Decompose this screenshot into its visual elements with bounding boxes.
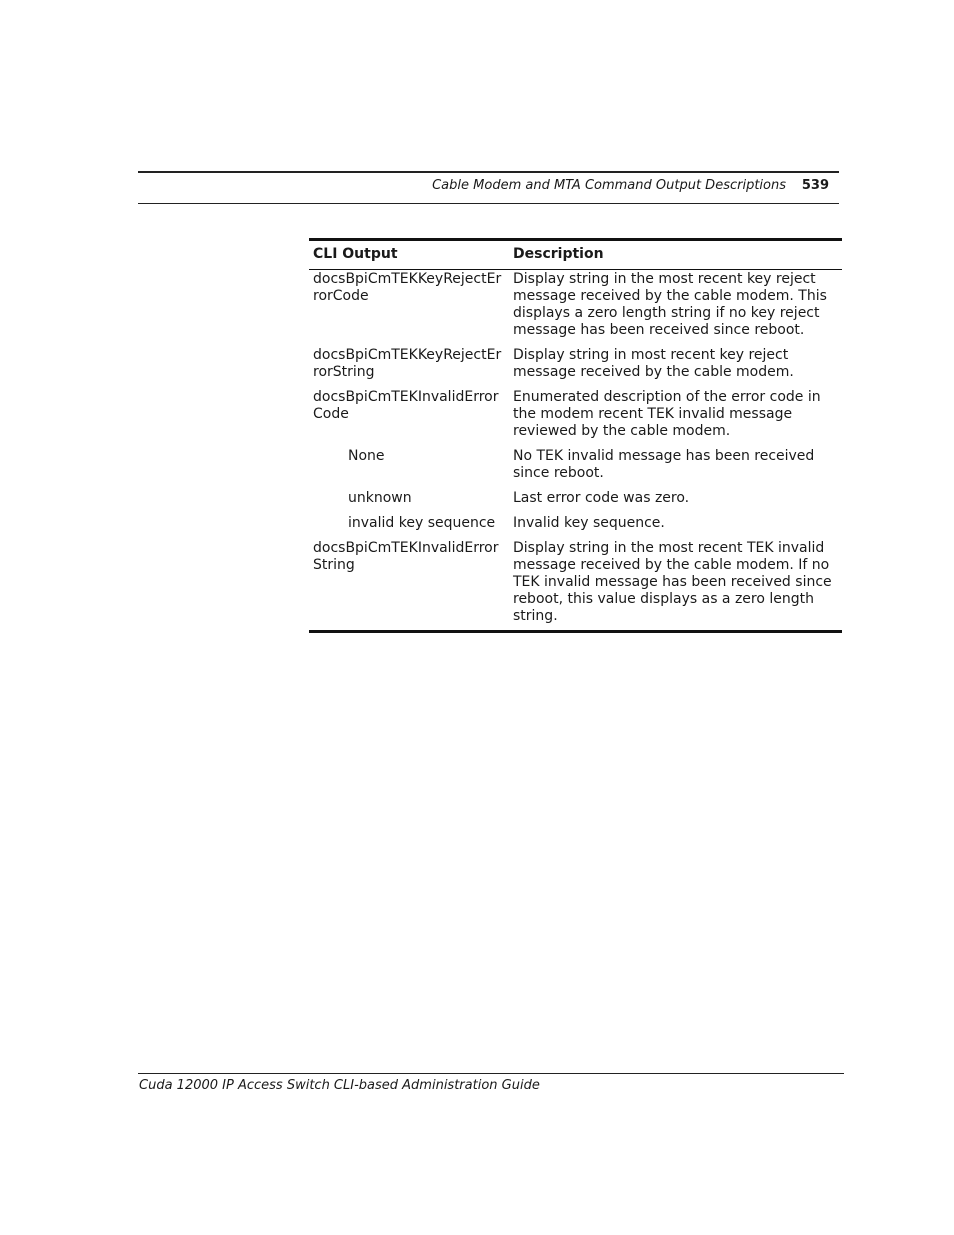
- page-number: 539: [801, 178, 829, 193]
- column-header-cli-output: CLI Output: [309, 240, 509, 270]
- table-row: [309, 540, 842, 632]
- running-head-title: Cable Modem and MTA Command Output Descriptions: [432, 178, 786, 193]
- description-cell: No TEK invalid message has been received since reboot.: [513, 448, 815, 481]
- cli-output-cell: docsBpiCmTEKInvalidErrorCode: [313, 389, 499, 422]
- table-row-sub-value: [309, 515, 842, 540]
- enum-value-cell: unknown: [348, 490, 412, 506]
- footer-rule: [138, 1073, 844, 1074]
- description-cell: Last error code was zero.: [513, 490, 690, 506]
- enum-value-cell: None: [348, 448, 385, 464]
- table-row: [309, 389, 842, 448]
- table-row: [309, 270, 842, 348]
- description-cell: Display string in the most recent TEK invalid message received by the cable modem. If no TEK invalid message has been received since reboot, this value displays as a zero length string.: [509, 540, 842, 632]
- column-header-description: Description: [509, 240, 842, 270]
- description-cell: Display string in most recent key reject message received by the cable modem.: [513, 347, 794, 380]
- table-row-sub-value: [309, 490, 842, 515]
- description-cell: Display string in the most recent key reject message received by the cable modem. This displays a zero length string if no key reject message has been received since reboot.: [513, 271, 827, 338]
- cli-output-cell: docsBpiCmTEKKeyRejectErrorCode: [313, 271, 502, 304]
- cli-output-table-container: [309, 238, 842, 633]
- table-row: [309, 347, 842, 389]
- cli-output-table: [309, 238, 842, 633]
- footer-book-title: Cuda 12000 IP Access Switch CLI-based Administration Guide: [139, 1078, 540, 1093]
- cli-output-cell: docsBpiCmTEKInvalidErrorString: [309, 540, 509, 632]
- table-row-sub-value: [309, 448, 842, 490]
- description-cell: Invalid key sequence.: [513, 515, 665, 531]
- cli-output-cell: docsBpiCmTEKKeyRejectErrorString: [313, 347, 502, 380]
- table-header-row: [309, 240, 842, 270]
- enum-value-cell: invalid key sequence: [348, 515, 496, 531]
- header-rule-bottom: [138, 203, 839, 204]
- header-rule-top: [138, 171, 839, 173]
- description-cell: Enumerated description of the error code in the modem recent TEK invalid message reviewed by the cable modem.: [513, 389, 821, 439]
